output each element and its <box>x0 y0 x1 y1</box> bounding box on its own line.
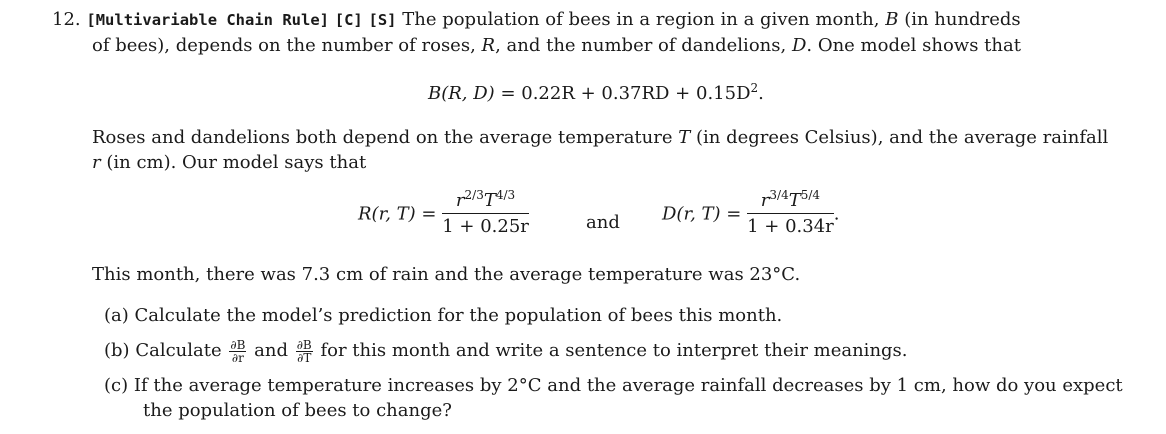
var-r-roses: R <box>481 35 496 56</box>
equation-d <box>662 188 840 237</box>
intro-line-2 <box>92 33 1021 58</box>
part-b-and: and <box>254 340 288 361</box>
equation-d-numerator: $r^{3/4}T^{5/4}$ <box>747 192 834 214</box>
equation-d-period: . <box>833 203 840 225</box>
equation-d-fraction <box>747 188 834 237</box>
var-d-dandelions: D <box>791 35 807 56</box>
tag-multivariable-chain-rule: [Multivariable Chain Rule] <box>86 11 330 29</box>
tag-s: [S] <box>368 11 397 29</box>
equation-r-lhs: R(r, T) = <box>358 203 437 225</box>
part-b-label: (b) <box>104 340 130 361</box>
conditions-text: This month, there was 7.3 cm of rain and the average temperature was 23°C. <box>92 264 801 285</box>
part-c-line-1: If the average temperature increases by 2°C and the average rainfall decreases by 1 cm, how do you expect <box>133 375 1123 396</box>
equation-b-lhs: B(R, D) <box>428 83 495 104</box>
intro-text-1: The population of bees in a region in a given month, <box>402 9 880 30</box>
equation-b-rhs: = 0.22R + 0.37RD + 0.15D <box>500 83 751 104</box>
intro-text-2a: of bees), depends on the number of roses, <box>92 35 476 56</box>
part-c-line-2: the population of bees to change? <box>143 400 452 421</box>
part-a <box>104 303 782 328</box>
part-c <box>104 373 1123 398</box>
equation-r-fraction <box>442 188 529 237</box>
intro-text-2b: , and the number of dandelions, <box>495 35 787 56</box>
equation-b-period: . <box>758 83 764 104</box>
var-t: T <box>678 127 691 148</box>
equation-b <box>428 81 764 106</box>
equation-r-numerator: $r^{2/3}T^{4/3}$ <box>442 192 529 214</box>
partial-b-partial-r: $\frac{\partial B}{\partial r}$ <box>230 337 246 365</box>
var-b: B <box>885 9 899 30</box>
problem-header-line <box>52 7 1021 33</box>
para2-text-a: Roses and dandelions both depend on the average temperature <box>92 127 673 148</box>
equation-b-exponent: 2 <box>750 81 759 95</box>
tag-c: [C] <box>334 11 363 29</box>
equation-r-denominator: 1 + 0.25r <box>442 216 529 237</box>
var-r-rainfall: r <box>92 152 101 173</box>
para2-line1 <box>92 125 1108 150</box>
intro-text-1-end: (in hundreds <box>904 9 1021 30</box>
equation-r <box>358 188 529 237</box>
para2-text-line2: (in cm). Our model says that <box>106 152 367 173</box>
part-a-label: (a) <box>104 305 129 326</box>
part-a-text: Calculate the model’s prediction for the population of bees this month. <box>134 305 783 326</box>
equation-d-denominator: 1 + 0.34r <box>747 216 834 237</box>
partial-b-partial-t: $\frac{\partial B}{\partial T}$ <box>296 337 312 365</box>
intro-text-2c: . One model shows that <box>806 35 1021 56</box>
equation-d-lhs: D(r, T) = <box>662 203 742 225</box>
part-b <box>104 338 908 364</box>
para2-line2 <box>92 150 366 175</box>
problem-number: 12. <box>52 9 81 30</box>
part-b-text-2: for this month and write a sentence to interpret their meanings. <box>320 340 908 361</box>
part-c-label: (c) <box>104 375 129 396</box>
part-b-text-1: Calculate <box>135 340 222 361</box>
equation-connector-and: and <box>586 212 620 233</box>
para2-text-b: (in degrees Celsius), and the average rainfall <box>696 127 1109 148</box>
